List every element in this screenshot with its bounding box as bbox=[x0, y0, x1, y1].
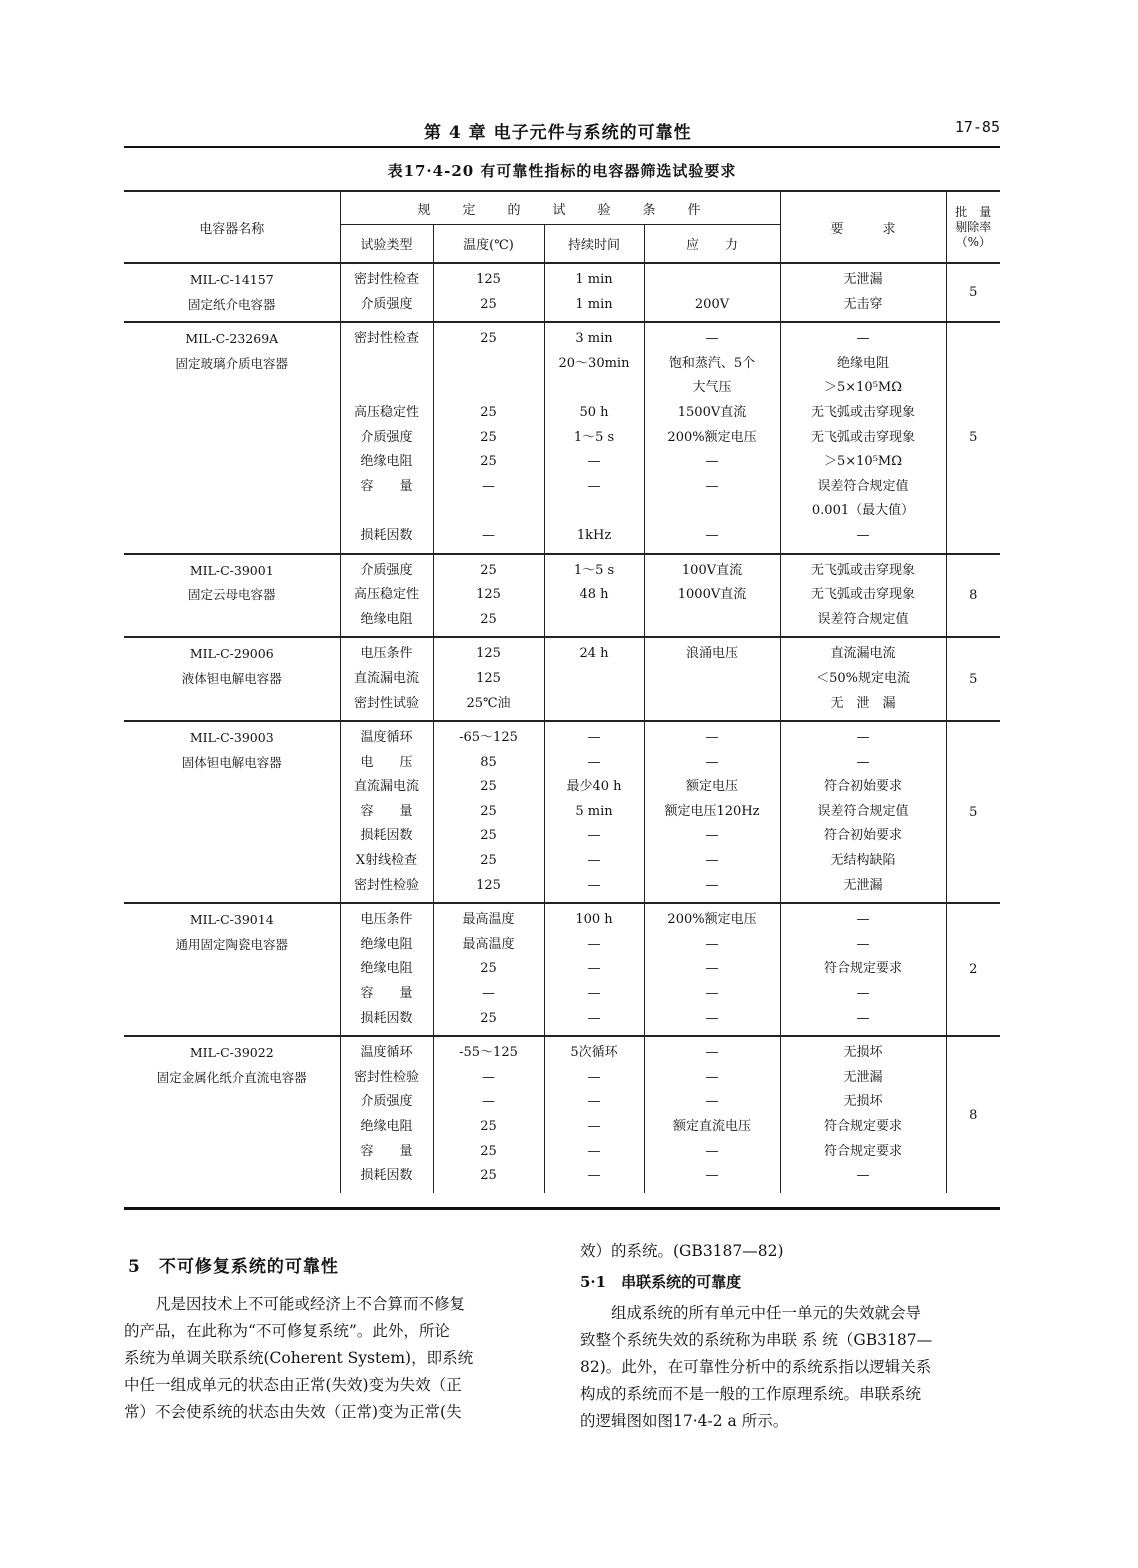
table-cell: 符合规定要求 bbox=[824, 1143, 903, 1159]
table-cell: 绝缘电阻 bbox=[360, 611, 413, 627]
para-line: 构成的系统而不是一般的工作原理系统。串联系统 bbox=[580, 1385, 922, 1403]
table-cell: 200%额定电压 bbox=[667, 429, 757, 445]
capacitor-screening-table bbox=[124, 190, 1000, 1193]
table-cell: 损耗因数 bbox=[360, 1168, 413, 1184]
test-type-cell bbox=[340, 637, 433, 721]
reject-rate-cell bbox=[946, 1036, 1000, 1193]
para-line: 中任一组成单元的状态由正常(失效)变为失效（正 bbox=[124, 1376, 462, 1394]
table-cell: -55～125 bbox=[459, 1045, 518, 1061]
table-cell: 25 bbox=[480, 1143, 497, 1159]
table-cell: 最少40 h bbox=[566, 779, 622, 795]
section-5-1-paragraph bbox=[580, 1300, 1000, 1435]
header-rule bbox=[124, 146, 1000, 148]
table-cell: — bbox=[482, 478, 495, 494]
table-cell: 无飞弧或击穿现象 bbox=[811, 429, 916, 445]
table-cell: 电压条件 bbox=[360, 646, 413, 662]
table-cell: — bbox=[587, 877, 601, 893]
table-cell: 25 bbox=[480, 828, 497, 844]
mil-spec-number: MIL-C-39003 bbox=[189, 730, 274, 746]
table-cell: 直流漏电流 bbox=[830, 646, 896, 662]
table-cell: 损耗因数 bbox=[360, 828, 413, 844]
table-cell: — bbox=[856, 1168, 870, 1184]
table-cell: 浪涌电压 bbox=[686, 646, 739, 662]
table-cell: 125 bbox=[476, 646, 501, 662]
capacitor-type: 液体钽电解电容器 bbox=[181, 670, 282, 686]
table-cell bbox=[545, 499, 644, 524]
table-cell: — bbox=[587, 936, 601, 952]
table-cell: — bbox=[482, 527, 495, 543]
right-column-continuation bbox=[580, 1238, 1000, 1265]
stress-cell bbox=[644, 721, 780, 903]
table-cell bbox=[645, 667, 780, 692]
table-cell: 25 bbox=[480, 853, 497, 869]
header-row-1 bbox=[124, 191, 1000, 225]
stress-cell bbox=[644, 263, 780, 322]
stress-cell bbox=[644, 903, 780, 1036]
table-cell: — bbox=[856, 912, 870, 928]
table-cell: 25 bbox=[480, 779, 497, 795]
capacitor-name-cell bbox=[124, 903, 340, 1036]
table-cell: 1～5 s bbox=[573, 562, 615, 578]
table-cell: 容 量 bbox=[360, 803, 413, 819]
reject-rate-value: 2 bbox=[969, 962, 978, 978]
temperature-cell bbox=[433, 322, 544, 553]
table-cell: ＜50%规定电流 bbox=[816, 670, 910, 686]
table-cell: — bbox=[705, 454, 719, 470]
table-cell bbox=[434, 376, 544, 401]
table-cell: 电压条件 bbox=[360, 912, 413, 928]
capacitor-type: 固定玻璃介质电容器 bbox=[175, 355, 288, 371]
table-cell: — bbox=[856, 936, 870, 952]
col-header-temp: 温度(℃) bbox=[433, 225, 544, 263]
mil-spec-number: MIL-C-23269A bbox=[185, 331, 279, 347]
table-cell: — bbox=[705, 478, 719, 494]
table-cell: — bbox=[705, 1069, 719, 1085]
table-cell: — bbox=[587, 1168, 601, 1184]
table-cell: 25 bbox=[480, 454, 497, 470]
table-cell bbox=[645, 608, 780, 633]
table-cell bbox=[545, 608, 644, 633]
table-cell: 1500V直流 bbox=[677, 404, 747, 420]
stress-cell bbox=[644, 322, 780, 553]
col-header-reject-rate: 批 量 剔除率 （%） bbox=[946, 191, 1000, 263]
reject-rate-value: 8 bbox=[969, 1107, 978, 1123]
table-cell: 符合初始要求 bbox=[824, 779, 903, 795]
capacitor-name-cell bbox=[124, 554, 340, 638]
table-cell: 介质强度 bbox=[360, 562, 413, 578]
table-cell: 1kHz bbox=[576, 527, 612, 543]
table-cell: — bbox=[856, 986, 870, 1002]
reject-rate-value: 5 bbox=[969, 804, 978, 820]
table-cell: 100 h bbox=[575, 912, 613, 928]
table-cell: — bbox=[587, 754, 601, 770]
table-cell: 125 bbox=[476, 670, 501, 686]
table-cell: 无飞弧或击穿现象 bbox=[811, 587, 916, 603]
table-cell: 25 bbox=[480, 296, 497, 312]
temperature-cell bbox=[433, 1036, 544, 1193]
table-cell: 直流漏电流 bbox=[353, 670, 419, 686]
table-row-group bbox=[124, 721, 1000, 903]
table-cell: — bbox=[587, 961, 601, 977]
table-cell: — bbox=[705, 877, 719, 893]
duration-cell bbox=[544, 322, 644, 553]
table-cell: -65～125 bbox=[459, 730, 518, 746]
table-cell: 125 bbox=[476, 587, 501, 603]
reject-rate-cell bbox=[946, 721, 1000, 903]
table-cell: — bbox=[705, 828, 719, 844]
col-header-duration: 持续时间 bbox=[544, 225, 644, 263]
col-header-requirement: 要 求 bbox=[780, 191, 946, 263]
capacitor-name-cell bbox=[124, 263, 340, 322]
test-type-cell bbox=[340, 903, 433, 1036]
table-cell bbox=[434, 352, 544, 377]
temperature-cell bbox=[433, 263, 544, 322]
table-cell: 密封性检查 bbox=[353, 331, 419, 347]
capacitor-name-cell bbox=[124, 322, 340, 553]
table-cell: 额定直流电压 bbox=[673, 1119, 752, 1134]
table-cell: 介质强度 bbox=[360, 296, 413, 312]
table-cell: 电 压 bbox=[360, 754, 413, 770]
table-cell bbox=[341, 499, 433, 524]
table-cell: — bbox=[705, 331, 719, 347]
table-cell: 0.001（最大值） bbox=[811, 503, 915, 519]
table-cell: 符合规定要求 bbox=[824, 1119, 903, 1134]
reject-rate-cell bbox=[946, 637, 1000, 721]
reject-rate-value: 5 bbox=[969, 285, 978, 301]
table-cell: 介质强度 bbox=[360, 1094, 413, 1110]
requirement-cell bbox=[780, 1036, 946, 1193]
table-cell: — bbox=[705, 730, 719, 746]
table-cell: — bbox=[482, 1094, 495, 1110]
table-row-group bbox=[124, 1036, 1000, 1193]
para-line: 效）的系统。(GB3187—82) bbox=[580, 1242, 784, 1260]
table-row-group bbox=[124, 903, 1000, 1036]
table-cell bbox=[545, 667, 644, 692]
table-cell: 200%额定电压 bbox=[667, 912, 757, 928]
table-cell: 25 bbox=[480, 1119, 497, 1134]
table-cell: 25 bbox=[480, 562, 497, 578]
table-cell: — bbox=[705, 754, 719, 770]
capacitor-type: 固体钽电解电容器 bbox=[181, 754, 282, 770]
table-cell: — bbox=[705, 961, 719, 977]
capacitor-type: 固定云母电容器 bbox=[187, 587, 276, 603]
table-cell: 24 h bbox=[579, 646, 609, 662]
mil-spec-number: MIL-C-39001 bbox=[189, 562, 274, 578]
table-row-group bbox=[124, 322, 1000, 553]
table-cell: 大气压 bbox=[692, 380, 732, 396]
table-bottom-rule bbox=[124, 1207, 1000, 1210]
capacitor-name-cell bbox=[124, 1036, 340, 1193]
mil-spec-number: MIL-C-29006 bbox=[189, 646, 274, 662]
table-cell: 25 bbox=[480, 404, 497, 420]
table-cell: — bbox=[587, 478, 601, 494]
duration-cell bbox=[544, 637, 644, 721]
table-cell: 无泄漏 bbox=[843, 877, 883, 893]
table-cell: — bbox=[856, 754, 870, 770]
table-cell: 误差符合规定值 bbox=[817, 611, 909, 627]
table-cell: 直流漏电流 bbox=[353, 779, 419, 795]
table-cell: 25 bbox=[480, 429, 497, 445]
requirement-cell bbox=[780, 637, 946, 721]
table-cell: 容 量 bbox=[360, 478, 413, 494]
requirement-cell bbox=[780, 721, 946, 903]
table-cell: 3 min bbox=[575, 331, 613, 347]
para-line: 系统为单调关联系统(Coherent System)，即系统 bbox=[124, 1349, 474, 1367]
para-line: 致整个系统失效的系统称为串联 系 统（GB3187— bbox=[580, 1331, 933, 1349]
reject-rate-cell bbox=[946, 263, 1000, 322]
col-header-stress: 应 力 bbox=[644, 225, 780, 263]
temperature-cell bbox=[433, 721, 544, 903]
table-cell: 损耗因数 bbox=[360, 527, 413, 543]
table-cell: 误差符合规定值 bbox=[817, 478, 909, 494]
table-cell bbox=[545, 692, 644, 717]
reject-rate-value: 8 bbox=[969, 587, 978, 603]
table-cell: 额定电压 bbox=[686, 779, 739, 795]
table-cell: — bbox=[587, 986, 601, 1002]
duration-cell bbox=[544, 1036, 644, 1193]
table-cell: 容 量 bbox=[360, 986, 413, 1002]
table-cell: 5次循环 bbox=[570, 1045, 618, 1061]
table-cell: — bbox=[705, 986, 719, 1002]
table-cell: 无泄漏 bbox=[843, 272, 883, 287]
table-cell: — bbox=[587, 1094, 601, 1110]
table-cell: 密封性检验 bbox=[353, 877, 419, 893]
table-cell bbox=[645, 499, 780, 524]
requirement-cell bbox=[780, 322, 946, 553]
table-cell: 无击穿 bbox=[843, 296, 883, 312]
table-cell: 容 量 bbox=[360, 1143, 413, 1159]
table-cell: 符合规定要求 bbox=[824, 961, 903, 977]
test-type-cell bbox=[340, 322, 433, 553]
requirement-cell bbox=[780, 554, 946, 638]
duration-cell bbox=[544, 903, 644, 1036]
table-row-group bbox=[124, 554, 1000, 638]
para-line: 82)。此外，在可靠性分析中的系统系指以逻辑关系 bbox=[580, 1358, 932, 1376]
table-cell: 200V bbox=[694, 296, 730, 312]
table-cell: — bbox=[705, 1168, 719, 1184]
col-header-type: 试验类型 bbox=[340, 225, 433, 263]
table-cell: 125 bbox=[476, 272, 501, 287]
table-cell: 符合初始要求 bbox=[824, 828, 903, 844]
reject-rate-cell bbox=[946, 554, 1000, 638]
table-cell: — bbox=[587, 454, 601, 470]
table-cell: 绝缘电阻 bbox=[360, 1119, 413, 1134]
section-5-1-heading: 5·1 串联系统的可靠度 bbox=[580, 1273, 742, 1291]
table-cell: 绝缘电阻 bbox=[360, 454, 413, 470]
table-cell: 无 泄 漏 bbox=[830, 695, 896, 711]
table-cell: 密封性检查 bbox=[353, 272, 419, 287]
capacitor-name-cell bbox=[124, 637, 340, 721]
stress-cell bbox=[644, 637, 780, 721]
table-cell: 25 bbox=[480, 803, 497, 819]
table-cell: ＞5×10⁵MΩ bbox=[824, 454, 903, 470]
table-cell: — bbox=[705, 1045, 719, 1061]
table-cell bbox=[434, 499, 544, 524]
table-cell: ＞5×10⁵MΩ bbox=[824, 380, 903, 396]
table-cell bbox=[645, 268, 780, 293]
table-cell: 密封性试验 bbox=[353, 695, 419, 711]
para-line: 的逻辑图如图17·4-2 a 所示。 bbox=[580, 1412, 789, 1430]
table-row-group bbox=[124, 637, 1000, 721]
requirement-cell bbox=[780, 263, 946, 322]
capacitor-name-cell bbox=[124, 721, 340, 903]
temperature-cell bbox=[433, 554, 544, 638]
table-cell: — bbox=[705, 1143, 719, 1159]
table-cell: 密封性检验 bbox=[353, 1069, 419, 1085]
table-cell: — bbox=[587, 1069, 601, 1085]
mil-spec-number: MIL-C-39014 bbox=[189, 912, 274, 928]
table-cell: — bbox=[705, 527, 719, 543]
table-row-group bbox=[124, 263, 1000, 322]
table-cell: — bbox=[587, 828, 601, 844]
test-type-cell bbox=[340, 263, 433, 322]
reject-rate-cell bbox=[946, 903, 1000, 1036]
table-cell: — bbox=[587, 730, 601, 746]
table-cell: — bbox=[482, 986, 495, 1002]
table-cell: 1 min bbox=[575, 272, 613, 287]
table-cell: 无损坏 bbox=[843, 1094, 883, 1110]
section-5-heading: 5 不可修复系统的可靠性 bbox=[128, 1257, 339, 1277]
table-cell bbox=[645, 692, 780, 717]
table-cell: 25 bbox=[480, 1010, 497, 1026]
table-cell: — bbox=[587, 1119, 601, 1134]
reject-rate-value: 5 bbox=[969, 671, 978, 687]
table-cell: 绝缘电阻 bbox=[360, 936, 413, 952]
capacitor-type: 通用固定陶瓷电容器 bbox=[175, 936, 288, 952]
reject-rate-cell bbox=[946, 322, 1000, 553]
table-cell bbox=[545, 376, 644, 401]
table-cell: 饱和蒸汽、5个 bbox=[668, 355, 756, 371]
table-cell: 1～5 s bbox=[573, 429, 615, 445]
test-type-cell bbox=[340, 554, 433, 638]
table-cell bbox=[341, 352, 433, 377]
table-cell: — bbox=[856, 1010, 870, 1026]
duration-cell bbox=[544, 554, 644, 638]
duration-cell bbox=[544, 263, 644, 322]
para-line: 的产品，在此称为“不可修复系统”。此外，所论 bbox=[124, 1322, 450, 1340]
temperature-cell bbox=[433, 903, 544, 1036]
stress-cell bbox=[644, 1036, 780, 1193]
table-cell: 85 bbox=[480, 754, 497, 770]
stress-cell bbox=[644, 554, 780, 638]
table-cell: 绝缘电阻 bbox=[837, 355, 890, 371]
table-cell: 1000V直流 bbox=[677, 587, 747, 603]
col-header-name: 电容器名称 bbox=[124, 191, 340, 263]
table-cell: 绝缘电阻 bbox=[360, 961, 413, 977]
table-cell: — bbox=[587, 853, 601, 869]
table-cell: — bbox=[705, 1010, 719, 1026]
table-cell: 介质强度 bbox=[360, 429, 413, 445]
table-cell: 无结构缺陷 bbox=[830, 853, 896, 869]
table-cell: 最高温度 bbox=[462, 912, 515, 928]
table-cell: — bbox=[856, 331, 870, 347]
table-cell: — bbox=[587, 1143, 601, 1159]
page-number: 17-85 bbox=[954, 118, 1000, 136]
table-cell: — bbox=[482, 1069, 495, 1085]
test-type-cell bbox=[340, 1036, 433, 1193]
table-cell: — bbox=[705, 936, 719, 952]
table-title: 表17·4-20 有可靠性指标的电容器筛选试验要求 bbox=[387, 162, 737, 180]
table-cell: — bbox=[705, 1094, 719, 1110]
test-type-cell bbox=[340, 721, 433, 903]
section-5-paragraph bbox=[124, 1291, 544, 1426]
table-cell: X射线检查 bbox=[355, 853, 418, 869]
table-cell: 额定电压120Hz bbox=[664, 803, 760, 819]
table-cell: 无飞弧或击穿现象 bbox=[811, 562, 916, 578]
mil-spec-number: MIL-C-14157 bbox=[189, 272, 274, 287]
reject-rate-value: 5 bbox=[969, 430, 978, 446]
table-cell: 25℃油 bbox=[466, 695, 511, 711]
table-cell: 20～30min bbox=[558, 355, 630, 371]
table-cell: 损耗因数 bbox=[360, 1010, 413, 1026]
mil-spec-number: MIL-C-39022 bbox=[189, 1045, 274, 1061]
table-cell: 25 bbox=[480, 961, 497, 977]
duration-cell bbox=[544, 721, 644, 903]
table-cell: 误差符合规定值 bbox=[817, 803, 909, 819]
table-cell: — bbox=[856, 527, 870, 543]
para-line: 凡是因技术上不可能或经济上不合算而不修复 bbox=[155, 1295, 466, 1313]
table-cell: — bbox=[587, 1010, 601, 1026]
table-cell: 无飞弧或击穿现象 bbox=[811, 404, 916, 420]
table-cell: 25 bbox=[480, 1168, 497, 1184]
table-cell: 高压稳定性 bbox=[353, 587, 419, 603]
requirement-cell bbox=[780, 903, 946, 1036]
table-cell: 25 bbox=[480, 611, 497, 627]
table-cell: 25 bbox=[480, 331, 497, 347]
col-header-conditions: 规 定 的 试 验 条 件 bbox=[340, 191, 780, 225]
table-cell: 最高温度 bbox=[462, 936, 515, 952]
table-cell: 1 min bbox=[575, 296, 613, 312]
table-cell: 高压稳定性 bbox=[353, 404, 419, 420]
capacitor-type: 固定金属化纸介直流电容器 bbox=[156, 1069, 307, 1085]
running-header bbox=[124, 118, 1000, 144]
table-cell: 50 h bbox=[579, 404, 609, 420]
table-cell: 温度循环 bbox=[360, 730, 413, 746]
table-cell bbox=[341, 376, 433, 401]
table-cell: 48 h bbox=[579, 587, 609, 603]
table-cell: 无泄漏 bbox=[843, 1069, 883, 1085]
table-cell: 5 min bbox=[575, 803, 613, 819]
table-cell: 100V直流 bbox=[681, 562, 743, 578]
para-line: 组成系统的所有单元中任一单元的失效就会导 bbox=[611, 1304, 922, 1322]
chapter-title: 第 4 章 电子元件与系统的可靠性 bbox=[424, 123, 692, 143]
capacitor-type: 固定纸介电容器 bbox=[187, 296, 276, 312]
table-cell: 125 bbox=[476, 877, 501, 893]
temperature-cell bbox=[433, 637, 544, 721]
table-cell: 温度循环 bbox=[360, 1045, 413, 1061]
para-line: 常）不会使系统的状态由失效（正常)变为正常(失 bbox=[124, 1403, 462, 1421]
table-cell: — bbox=[705, 853, 719, 869]
table-cell: 无损坏 bbox=[843, 1045, 883, 1061]
table-cell: — bbox=[856, 730, 870, 746]
